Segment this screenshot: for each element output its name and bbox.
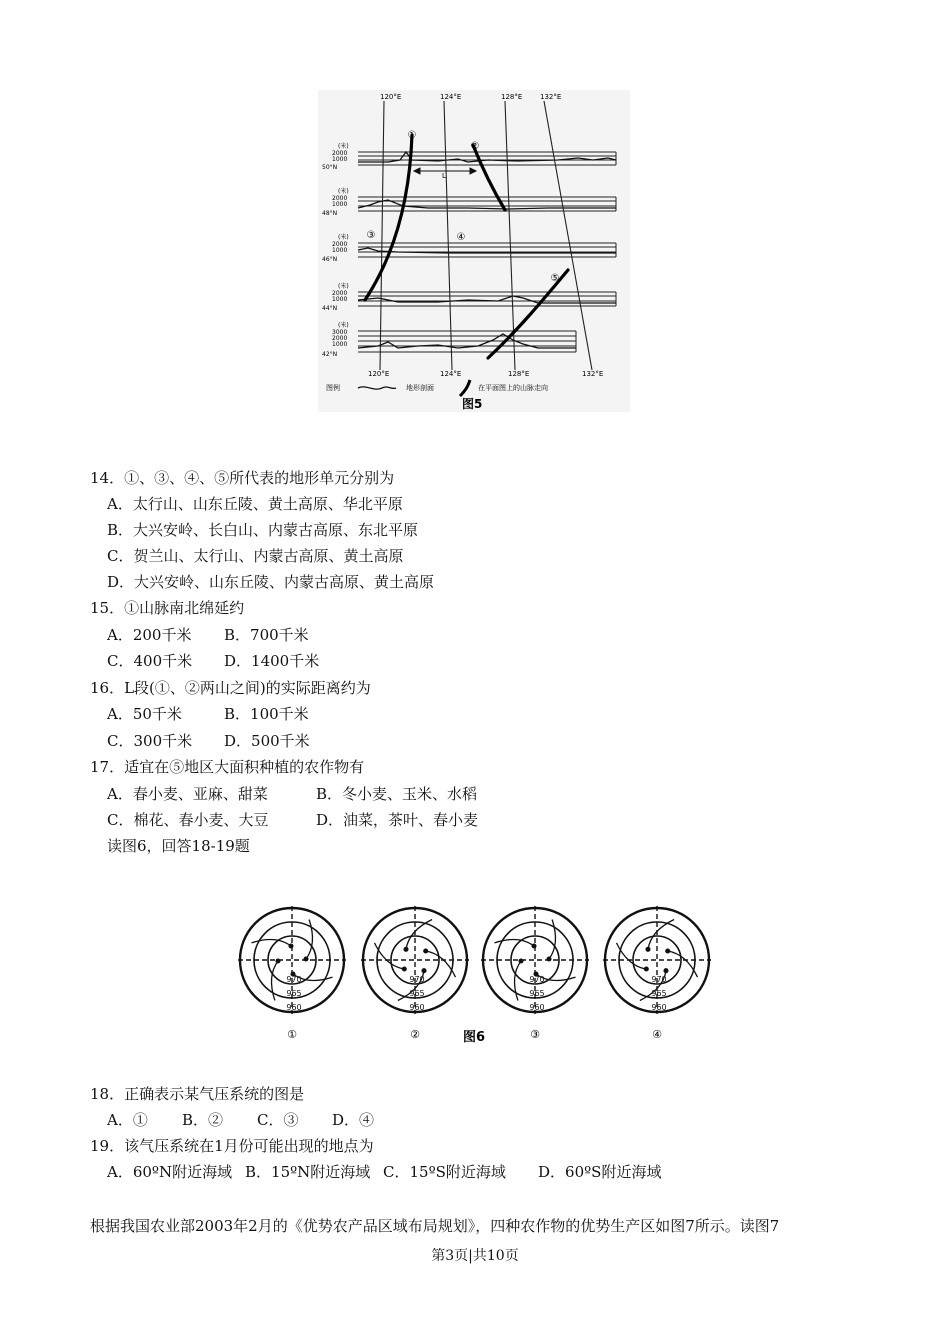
- q16-option-b: B．100千米: [224, 705, 309, 723]
- q18-option-b: B．②: [182, 1111, 224, 1129]
- q19-option-b: B．15ºN附近海域: [245, 1163, 371, 1181]
- q16-option-d: D．500千米: [224, 732, 310, 750]
- pressure-diagram-4: [603, 906, 711, 1014]
- q16-stem: 16．L段(①、②两山之间)的实际距离约为: [90, 679, 371, 697]
- unit-4: (米): [338, 283, 349, 290]
- isobar-label: 965: [651, 989, 667, 998]
- figure-6-pressure-systems: [232, 905, 712, 1050]
- lat-5: 42°N: [322, 351, 338, 358]
- q16-option-a: A．50千米: [107, 705, 182, 723]
- lon-top-120: 120°E: [380, 93, 402, 101]
- wind-arrow-head: [304, 957, 308, 961]
- q19-stem: 19．该气压系统在1月份可能出现的地点为: [90, 1137, 374, 1155]
- wind-arrow-head: [276, 959, 280, 963]
- wind-arrow-head: [664, 969, 668, 973]
- wind-arrow-head: [289, 944, 293, 948]
- figure6-caption: 图6: [462, 1030, 486, 1045]
- pressure-diagram-2: [361, 906, 469, 1014]
- q14-stem: 14．①、③、④、⑤所代表的地形单元分别为: [90, 469, 395, 487]
- isobar-label: 970: [529, 975, 545, 984]
- q17-option-c: C．棉花、春小麦、大豆: [107, 811, 269, 829]
- figure-5-terrain-profiles: [318, 90, 630, 412]
- lon-bottom-132: 132°E: [582, 370, 604, 378]
- lon-top-132: 132°E: [540, 93, 562, 101]
- wind-arrow-head: [519, 959, 523, 963]
- wind-arrow-head: [403, 967, 407, 971]
- elev-top-4: 2000: [332, 290, 348, 297]
- marker-3: ③: [366, 230, 376, 241]
- elev-low-5: 1000: [332, 341, 348, 348]
- elev-mid-5: 2000: [332, 335, 348, 342]
- q14-option-a: A．太行山、山东丘陵、黄土高原、华北平原: [107, 495, 403, 513]
- fig6-label-3: ③: [530, 1028, 540, 1041]
- wind-arrow-head: [424, 949, 428, 953]
- unit-3: (米): [338, 234, 349, 241]
- isobar-label: 965: [529, 989, 545, 998]
- wind-arrow-head: [532, 944, 536, 948]
- lon-bottom-120: 120°E: [368, 370, 390, 378]
- lat-4: 44°N: [322, 305, 338, 312]
- legend-profile-label: 地形剖面: [406, 384, 434, 392]
- elev-top-3: 2000: [332, 241, 348, 248]
- unit-2: (米): [338, 188, 349, 195]
- q17-option-b: B．冬小麦、玉米、水稻: [316, 785, 478, 803]
- q18-option-c: C．③: [257, 1111, 299, 1129]
- q18-option-a: A．①: [107, 1111, 148, 1129]
- wind-arrow-head: [422, 969, 426, 973]
- marker-1: ①: [407, 130, 417, 141]
- isobar-label: 970: [286, 975, 302, 984]
- q16-option-c: C．300千米: [107, 732, 193, 750]
- isobar-label: 960: [529, 1003, 545, 1012]
- legend-ridge-label: 在平面图上的山脉走向: [478, 384, 548, 392]
- isobar-label: 965: [409, 989, 425, 998]
- legend-title: 图例: [326, 384, 340, 392]
- q17-option-d: D．油菜，茶叶、春小麦: [316, 811, 479, 829]
- unit-5: (米): [338, 322, 349, 329]
- q14-option-b: B．大兴安岭、长白山、内蒙古高原、东北平原: [107, 521, 419, 539]
- paragraph-figure7: 根据我国农业部2003年2月的《优势农产品区域布局规划》，四种农作物的优势生产区如图7所示。读图7: [90, 1217, 780, 1235]
- lon-top-124: 124°E: [440, 93, 462, 101]
- q17-stem: 17．适宜在⑤地区大面积种植的农作物有: [90, 758, 365, 776]
- marker-2: ②: [470, 141, 480, 152]
- q17-option-a: A．春小麦、亚麻、甜菜: [107, 785, 268, 803]
- q15-option-d: D．1400千米: [224, 652, 320, 670]
- pressure-diagram-1: [238, 906, 346, 1014]
- isobar-label: 960: [409, 1003, 425, 1012]
- q19-option-a: A．60ºN附近海域: [107, 1163, 233, 1181]
- q14-option-c: C．贺兰山、太行山、内蒙古高原、黄土高原: [107, 547, 404, 565]
- wind-arrow-head: [404, 948, 408, 952]
- lon-top-128: 128°E: [501, 93, 523, 101]
- fig6-label-4: ④: [652, 1028, 662, 1041]
- isobar-label: 970: [409, 975, 425, 984]
- q19-option-c: C．15ºS附近海域: [383, 1163, 506, 1181]
- q15-option-b: B．700千米: [224, 626, 309, 644]
- unit-1: (米): [338, 143, 349, 150]
- figure5-caption: 图5: [462, 397, 483, 411]
- isobar-label: 970: [651, 975, 667, 984]
- wind-arrow-head: [645, 967, 649, 971]
- isobar-label: 960: [286, 1003, 302, 1012]
- marker-4: ④: [456, 232, 466, 243]
- fig6-label-2: ②: [410, 1028, 420, 1041]
- isobar-label: 960: [651, 1003, 667, 1012]
- elev-top-2: 2000: [332, 195, 348, 202]
- q19-option-d: D．60ºS附近海域: [538, 1163, 662, 1181]
- span-label-L: L: [442, 172, 446, 180]
- lat-3: 46°N: [322, 256, 338, 263]
- lon-bottom-128: 128°E: [508, 370, 530, 378]
- q18-stem: 18．正确表示某气压系统的图是: [90, 1085, 305, 1103]
- wind-arrow-head: [547, 957, 551, 961]
- lat-1: 50°N: [322, 164, 338, 171]
- fig6-label-1: ①: [287, 1028, 297, 1041]
- elev-mid-2: 1000: [332, 201, 348, 208]
- q15-option-a: A．200千米: [107, 626, 192, 644]
- elev-top-5: 3000: [332, 329, 348, 336]
- q18-option-d: D．④: [332, 1111, 375, 1129]
- elev-mid-1: 1000: [332, 156, 348, 163]
- lon-bottom-124: 124°E: [440, 370, 462, 378]
- q15-stem: 15．①山脉南北绵延约: [90, 599, 245, 617]
- marker-5: ⑤: [550, 273, 560, 284]
- elev-mid-4: 1000: [332, 296, 348, 303]
- lat-2: 48°N: [322, 210, 338, 217]
- page-footer: 第3页|共10页: [431, 1248, 519, 1264]
- intro-figure6: 读图6，回答18-19题: [107, 837, 250, 855]
- elev-mid-3: 1000: [332, 247, 348, 254]
- wind-arrow-head: [666, 949, 670, 953]
- pressure-diagram-3: [481, 906, 589, 1014]
- isobar-label: 965: [286, 989, 302, 998]
- elev-top-1: 2000: [332, 150, 348, 157]
- q15-option-c: C．400千米: [107, 652, 193, 670]
- q14-option-d: D．大兴安岭、山东丘陵、内蒙古高原、黄土高原: [107, 573, 435, 591]
- wind-arrow-head: [646, 948, 650, 952]
